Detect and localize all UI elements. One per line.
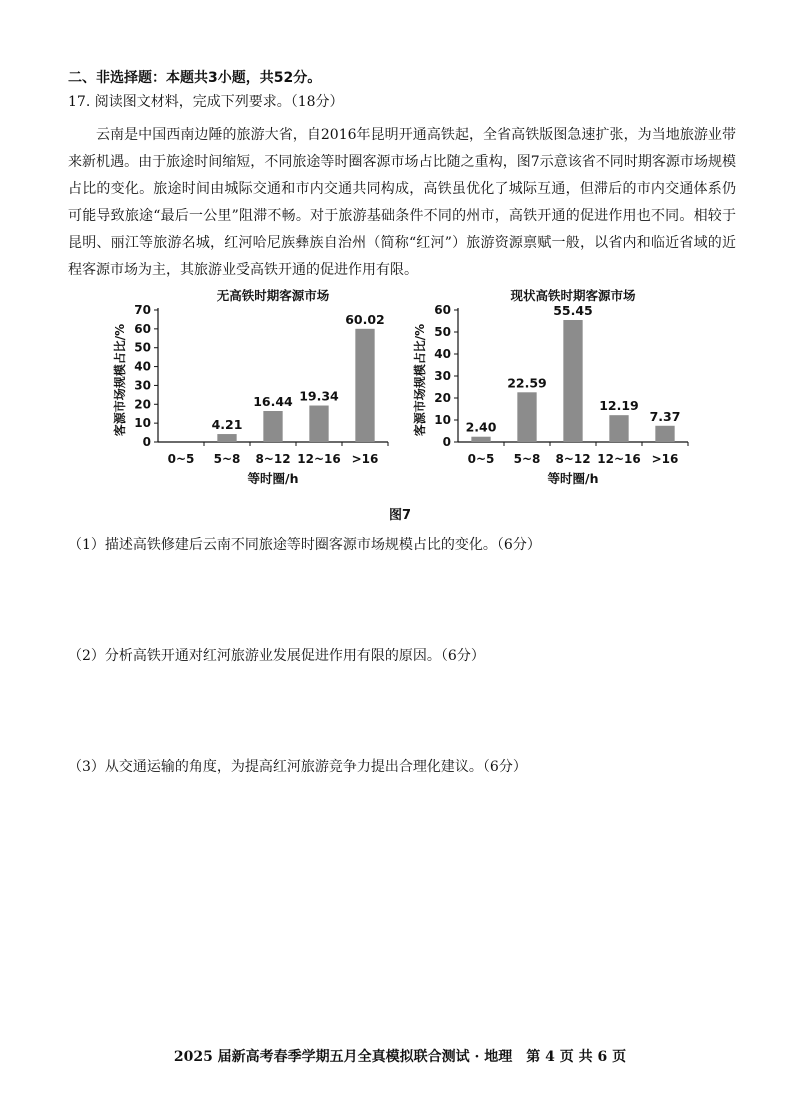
sub-question-3: （3）从交通运输的角度，为提高红河旅游竞争力提出合理化建议。（6分） [68, 759, 527, 775]
chart-no-hsr [110, 288, 400, 498]
y-tick-label: 50 [434, 325, 451, 339]
x-tick-label: 5~8 [213, 452, 241, 466]
bar [563, 320, 582, 442]
question-number: 17. [68, 94, 91, 110]
figure-caption: 图7 [388, 508, 412, 523]
bar [355, 329, 374, 442]
x-tick-label: 0~5 [467, 452, 495, 466]
x-tick-label: >16 [651, 452, 679, 466]
data-label: 2.40 [465, 419, 497, 435]
data-label: 60.02 [345, 311, 385, 327]
section-title: 二、非选择题：本题共3小题，共52分。 [68, 70, 322, 86]
data-label: 12.19 [599, 398, 639, 414]
y-tick-label: 30 [134, 378, 151, 393]
data-label: 55.45 [553, 303, 593, 319]
x-tick-label: >16 [351, 452, 379, 466]
bar [471, 437, 490, 442]
bar [309, 406, 328, 442]
bar [609, 415, 628, 442]
question-instruction: 阅读图文材料，完成下列要求。（18分） [94, 94, 344, 110]
y-tick-label: 0 [442, 435, 451, 449]
y-tick-label: 10 [134, 416, 151, 431]
y-tick-label: 20 [434, 391, 451, 405]
question-material [68, 122, 736, 284]
y-tick-label: 70 [134, 303, 151, 317]
chart-title: 现状高铁时期客源市场 [510, 288, 636, 303]
sub-question-1: （1）描述高铁修建后云南不同旅途等时圈客源市场规模占比的变化。（6分） [68, 537, 541, 553]
x-axis-label: 等时圈/h [547, 471, 599, 486]
bar [263, 411, 282, 442]
x-tick-label: 0~5 [167, 452, 195, 466]
y-tick-label: 60 [434, 303, 451, 317]
data-label: 19.34 [299, 388, 339, 404]
y-tick-label: 40 [434, 347, 451, 361]
bar [655, 426, 674, 442]
question-header [68, 92, 344, 112]
page-footer: 2025 届新高考春季学期五月全真模拟联合测试 · 地理 第 4 页 共 6 页 [173, 1049, 627, 1065]
y-tick-label: 50 [134, 340, 151, 355]
bar [217, 434, 236, 442]
chart-title: 无高铁时期客源市场 [216, 288, 330, 303]
bar [517, 392, 536, 442]
y-axis-label: 客源市场规模占比/% [413, 323, 427, 437]
x-tick-label: 8~12 [555, 452, 591, 466]
data-label: 22.59 [507, 375, 547, 391]
y-tick-label: 20 [134, 397, 151, 412]
data-label: 7.37 [649, 408, 681, 424]
data-label: 16.44 [253, 393, 293, 409]
material-paragraph: 云南是中国西南边陲的旅游大省，自2016年昆明开通高铁起，全省高铁版图急速扩张，为当地旅游业带来新机遇。由于旅途时间缩短，不同旅途等时圈客源市场占比随之重构，图7示意该省不同时期客源市场规模占比的变化。旅途时间由城际交通和市内交通共同构成，高铁虽优化了城际互通，但滞后的市内交通体系仍可能导致旅途“最后一公里”阻滞不畅。对于旅游基础条件不同的州市，高铁开通的促进作用也不同。相较于昆明、丽江等旅游名城，红河哈尼族彝族自治州（简称“红河”）旅游资源禀赋一般，以省内和临近省域的近程客源市场为主，其旅游业受高铁开通的促进作用有限。 [68, 127, 736, 278]
y-tick-label: 60 [134, 321, 151, 336]
data-label: 4.21 [211, 417, 243, 433]
y-axis-label: 客源市场规模占比/% [113, 323, 127, 437]
y-tick-label: 40 [134, 359, 151, 374]
x-tick-label: 12~16 [297, 452, 341, 466]
y-tick-label: 0 [142, 435, 151, 449]
y-tick-label: 30 [434, 369, 451, 383]
x-tick-label: 5~8 [513, 452, 541, 466]
x-tick-label: 8~12 [255, 452, 291, 466]
sub-question-2: （2）分析高铁开通对红河旅游业发展促进作用有限的原因。（6分） [68, 648, 485, 664]
x-axis-label: 等时圈/h [247, 471, 299, 486]
x-tick-label: 12~16 [597, 452, 641, 466]
y-tick-label: 10 [434, 413, 451, 427]
chart-current-hsr [410, 288, 700, 498]
